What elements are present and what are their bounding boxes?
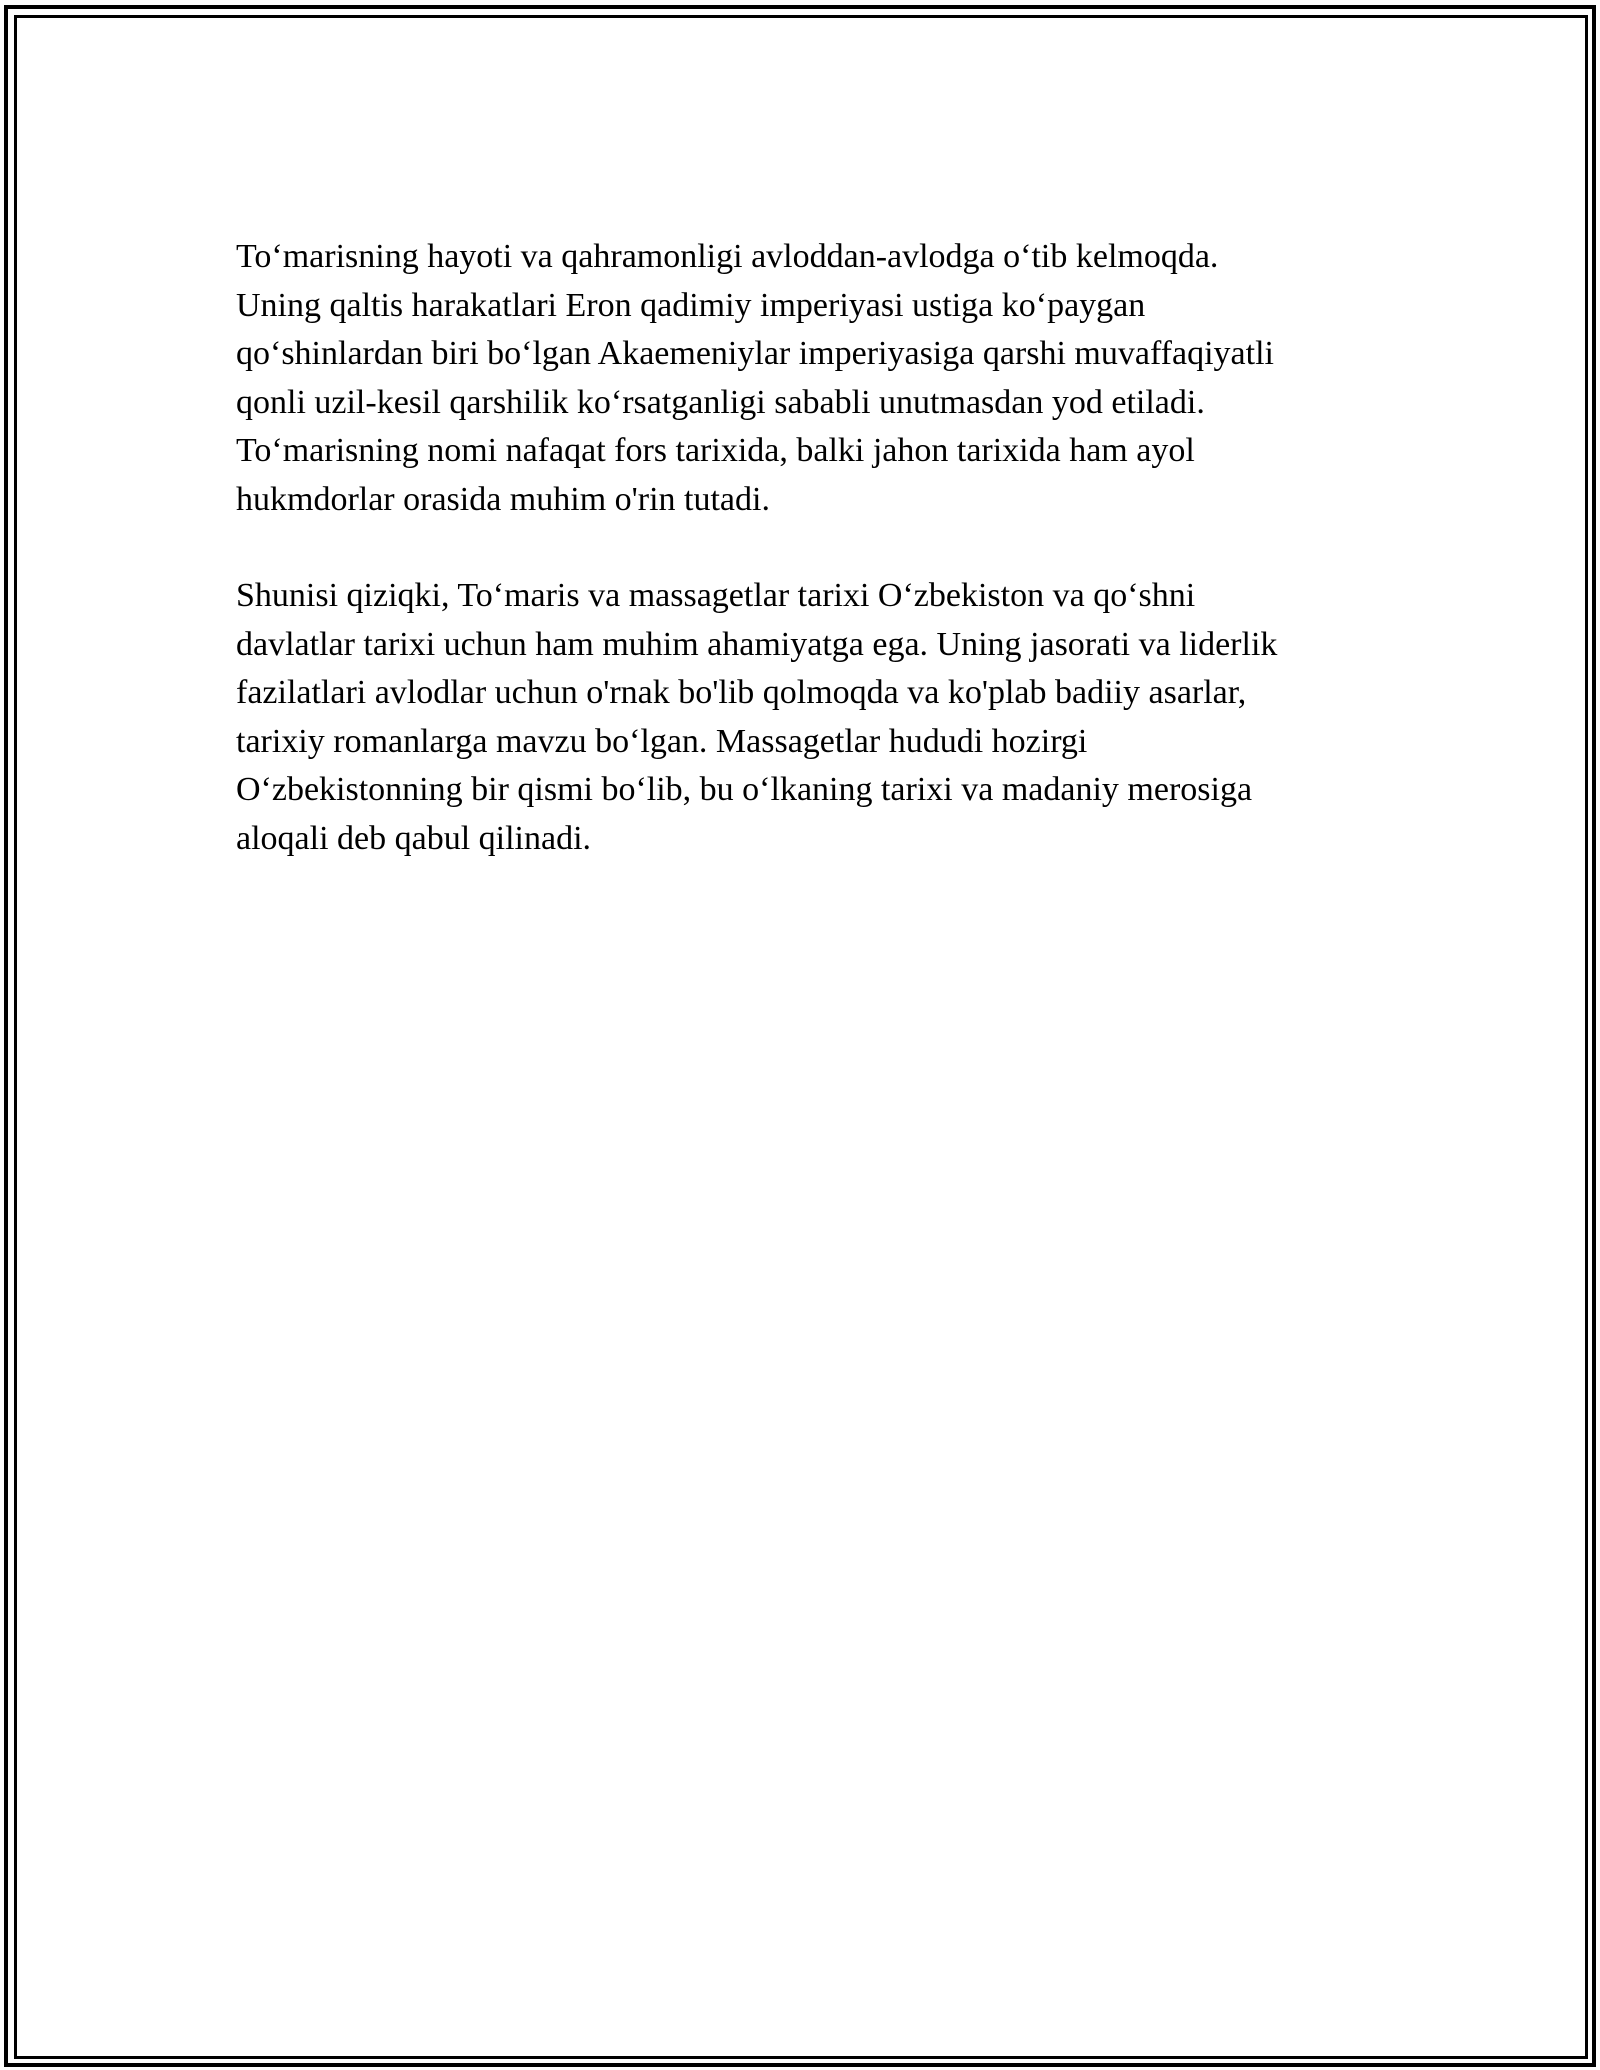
paragraph-1-line: To‘marisning nomi nafaqat fors tarixida, balki jahon tarixida ham ayol (236, 432, 1195, 469)
document-body (236, 233, 1386, 863)
paragraph-1-line: Uning qaltis harakatlari Eron qadimiy imperiyasi ustiga ko‘paygan (236, 286, 1146, 324)
paragraph-1-line: qonli uzil-kesil qarshilik ko‘rsatganligi sababli unutmasdan yod etiladi. (236, 383, 1205, 421)
paragraph-2-line: fazilatlari avlodlar uchun o'rnak bo'lib qolmoqda va ko'plab badiiy asarlar, (236, 674, 1247, 711)
paragraph-1-line: To‘marisning hayoti va qahramonligi avloddan-avlodga o‘tib kelmoqda. (236, 238, 1219, 275)
paragraph-2 (236, 572, 1386, 863)
paragraph-2-line: Shunisi qiziqki, To‘maris va massagetlar tarixi O‘zbekiston va qo‘shni (236, 577, 1196, 614)
paragraph-2-line: aloqali deb qabul qilinadi. (236, 819, 592, 857)
paragraph-1 (236, 233, 1386, 524)
paragraph-1-line: hukmdorlar orasida muhim o'rin tutadi. (236, 480, 770, 518)
paragraph-2-line: davlatlar tarixi uchun ham muhim ahamiyatga ega. Uning jasorati va liderlik (236, 625, 1278, 663)
paragraph-2-line: O‘zbekistonning bir qismi bo‘lib, bu o‘lkaning tarixi va madaniy merosiga (236, 771, 1253, 808)
paragraph-1-line: qo‘shinlardan biri bo‘lgan Akaemeniylar imperiyasiga qarshi muvaffaqiyatli (236, 335, 1274, 372)
paragraph-2-line: tarixiy romanlarga mavzu bo‘lgan. Massagetlar hududi hozirgi (236, 722, 1088, 760)
